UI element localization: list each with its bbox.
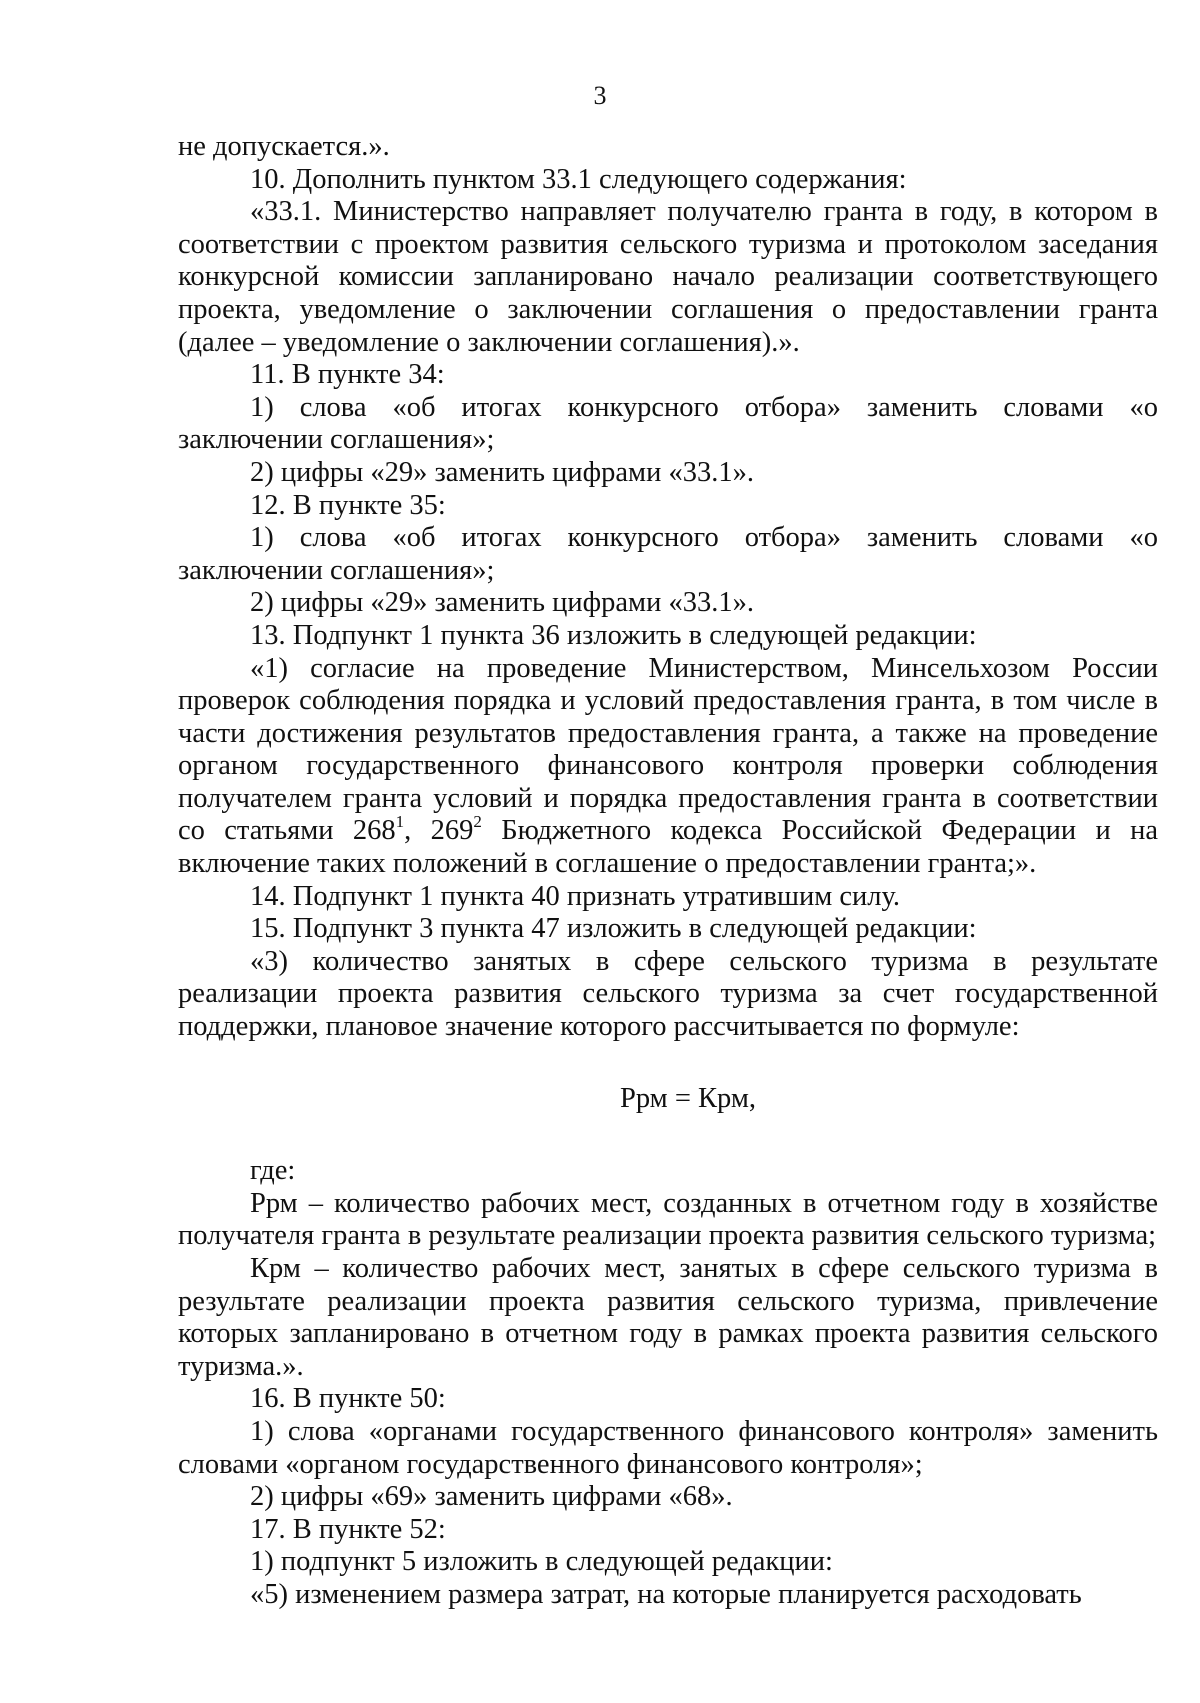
paragraph-where: где: bbox=[250, 1155, 296, 1187]
paragraph-continuation: не допускается.». bbox=[178, 131, 390, 162]
paragraph-52-5: «5) изменением размера затрат, на которые планируется расходовать bbox=[250, 1578, 1082, 1610]
superscript-1: 1 bbox=[395, 811, 405, 831]
paragraph-33-1: «33.1. Министерство направляет получателю гранта в году, в котором в соответствии с проектом развития сельского туризма и протоколом заседания конкурсной комиссии запланировано начало реализации соответствующего проекта, уведомление о заключении соглашения о предоставлении гранта (далее – уведомление о заключении соглашения).». bbox=[178, 196, 1158, 358]
paragraph-item-12-1: 1) слова «об итогах конкурсного отбора» заменить словами «о заключении соглашения»; bbox=[178, 522, 1158, 586]
paragraph-item-14: 14. Подпункт 1 пункта 40 признать утратившим силу. bbox=[250, 880, 901, 912]
document-body bbox=[178, 131, 1158, 1612]
paragraph-item-11-2: 2) цифры «29» заменить цифрами «33.1». bbox=[250, 456, 754, 488]
paragraph-def-krm: Крм – количество рабочих мест, занятых в сфере сельского туризма в результате реализации проекта развития сельского туризма, привлечение которых запланировано в отчетном году в рамках проекта развития сельского туризма.». bbox=[178, 1253, 1158, 1382]
paragraph-item-12-2: 2) цифры «29» заменить цифрами «33.1». bbox=[250, 587, 754, 619]
paragraph-36-1-text-a: «1) согласие на проведение Министерством, Минсельхозом России проверок соблюдения порядка и условий предоставления гранта, в том числе в части достижения результатов предоставления гранта, а также на проведение органом государственного финансового контроля проверки соблюдения получателем гранта условий и порядка предоставления гранта в соответствии со статьями 268 bbox=[178, 652, 1158, 847]
page-number: 3 bbox=[593, 81, 607, 110]
paragraph-47-3: «3) количество занятых в сфере сельского туризма в результате реализации проекта развития сельского туризма за счет государственной поддержки, плановое значение которого рассчитывается по формуле: bbox=[178, 945, 1158, 1043]
paragraph-item-11-1: 1) слова «об итогах конкурсного отбора» заменить словами «о заключении соглашения»; bbox=[178, 391, 1158, 456]
paragraph-item-11: 11. В пункте 34: bbox=[250, 359, 445, 391]
paragraph-item-17-1: 1) подпункт 5 изложить в следующей редакции: bbox=[250, 1546, 833, 1578]
paragraph-item-16: 16. В пункте 50: bbox=[250, 1383, 446, 1415]
paragraph-item-10: 10. Дополнить пунктом 33.1 следующего содержания: bbox=[250, 163, 907, 195]
paragraph-item-16-1: 1) слова «органами государственного финансового контроля» заменить словами «органом государственного финансового контроля»; bbox=[178, 1415, 1158, 1480]
paragraph-item-15: 15. Подпункт 3 пункта 47 изложить в следующей редакции: bbox=[250, 913, 977, 945]
paragraph-item-12: 12. В пункте 35: bbox=[250, 489, 446, 521]
paragraph-def-rrm: Ррм – количество рабочих мест, созданных в отчетном году в хозяйстве получателя гранта в результате реализации проекта развития сельского туризма; bbox=[178, 1187, 1158, 1252]
paragraph-36-1-text-b: , 269 bbox=[404, 815, 474, 847]
formula: Ррм = Крм, bbox=[619, 1082, 756, 1114]
paragraph-item-13: 13. Подпункт 1 пункта 36 изложить в следующей редакции: bbox=[250, 619, 977, 651]
paragraph-36-1 bbox=[178, 653, 1158, 881]
paragraph-item-16-2: 2) цифры «69» заменить цифрами «68». bbox=[250, 1481, 733, 1513]
paragraph-36-1-text-c: Бюджетного кодекса Российской Федерации и на включение таких положений в соглашение о предоставлении гранта;». bbox=[178, 815, 1158, 880]
superscript-2: 2 bbox=[473, 811, 482, 831]
paragraph-item-17: 17. В пункте 52: bbox=[250, 1513, 446, 1545]
